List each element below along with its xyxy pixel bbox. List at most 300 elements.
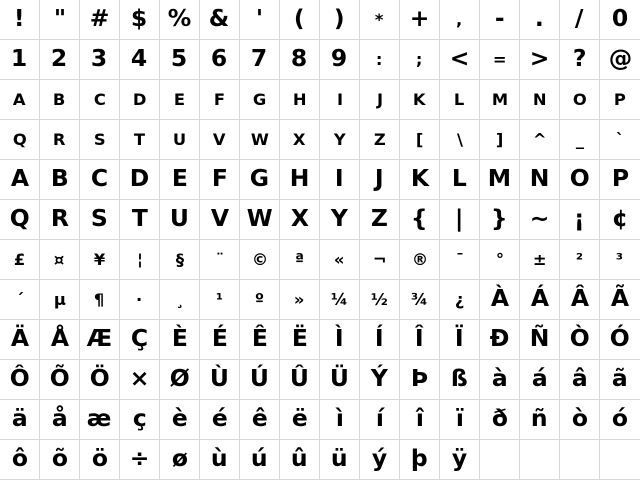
glyph-character: û bbox=[291, 446, 308, 472]
glyph-character: ¼ bbox=[331, 289, 348, 309]
glyph-cell[interactable] bbox=[240, 0, 280, 40]
glyph-cell[interactable] bbox=[400, 360, 440, 400]
glyph-cell[interactable] bbox=[120, 40, 160, 80]
glyph-cell[interactable] bbox=[360, 160, 400, 200]
glyph-cell[interactable] bbox=[0, 80, 40, 120]
glyph-character: Q bbox=[9, 206, 30, 232]
glyph-cell[interactable] bbox=[520, 120, 560, 160]
glyph-character: : bbox=[376, 49, 383, 69]
glyph-character: ò bbox=[571, 406, 588, 432]
glyph-character: J bbox=[376, 89, 383, 109]
glyph-cell[interactable] bbox=[320, 80, 360, 120]
glyph-cell[interactable] bbox=[120, 320, 160, 360]
glyph-character: X bbox=[290, 206, 309, 232]
glyph-character: U bbox=[172, 129, 187, 149]
glyph-cell[interactable] bbox=[200, 120, 240, 160]
glyph-character: W bbox=[250, 129, 269, 149]
glyph-character: 1 bbox=[11, 46, 28, 72]
glyph-cell[interactable] bbox=[440, 80, 480, 120]
glyph-cell[interactable] bbox=[320, 360, 360, 400]
glyph-cell[interactable] bbox=[400, 120, 440, 160]
glyph-character: { bbox=[411, 206, 428, 232]
glyph-cell[interactable] bbox=[520, 440, 560, 480]
glyph-character: * bbox=[375, 9, 384, 29]
glyph-cell[interactable] bbox=[0, 280, 40, 320]
glyph-character: ú bbox=[251, 446, 268, 472]
glyph-character: R bbox=[53, 129, 66, 149]
glyph-cell[interactable] bbox=[320, 160, 360, 200]
glyph-cell[interactable] bbox=[520, 40, 560, 80]
glyph-cell[interactable] bbox=[280, 160, 320, 200]
glyph-character: ß bbox=[451, 366, 468, 392]
glyph-cell[interactable] bbox=[240, 440, 280, 480]
glyph-character: W bbox=[246, 206, 273, 232]
glyph-cell[interactable] bbox=[320, 320, 360, 360]
glyph-cell[interactable] bbox=[480, 280, 520, 320]
glyph-cell[interactable] bbox=[0, 0, 40, 40]
glyph-cell[interactable] bbox=[160, 40, 200, 80]
glyph-character: à bbox=[491, 366, 508, 392]
glyph-cell[interactable] bbox=[200, 320, 240, 360]
glyph-cell[interactable] bbox=[0, 40, 40, 80]
glyph-character: Û bbox=[289, 366, 310, 392]
glyph-cell[interactable] bbox=[0, 320, 40, 360]
glyph-cell[interactable] bbox=[600, 280, 640, 320]
glyph-cell[interactable] bbox=[120, 440, 160, 480]
glyph-character: È bbox=[171, 326, 188, 352]
glyph-character: å bbox=[51, 406, 68, 432]
glyph-character: ° bbox=[495, 249, 504, 269]
glyph-cell[interactable] bbox=[600, 360, 640, 400]
glyph-cell[interactable] bbox=[400, 240, 440, 280]
glyph-character: & bbox=[209, 6, 230, 32]
glyph-character: E bbox=[171, 166, 188, 192]
glyph-cell[interactable] bbox=[200, 80, 240, 120]
glyph-cell[interactable] bbox=[240, 40, 280, 80]
glyph-character: º bbox=[254, 289, 265, 309]
glyph-character: ¶ bbox=[94, 289, 105, 309]
glyph-cell[interactable] bbox=[360, 0, 400, 40]
glyph-character: Ñ bbox=[529, 326, 550, 352]
glyph-cell[interactable] bbox=[360, 120, 400, 160]
glyph-character: T bbox=[131, 206, 148, 232]
glyph-cell[interactable] bbox=[560, 200, 600, 240]
glyph-cell[interactable] bbox=[40, 40, 80, 80]
glyph-character: á bbox=[531, 366, 548, 392]
glyph-cell[interactable] bbox=[440, 40, 480, 80]
glyph-cell[interactable] bbox=[560, 120, 600, 160]
glyph-cell[interactable] bbox=[520, 0, 560, 40]
glyph-character: F bbox=[211, 166, 228, 192]
glyph-character: ý bbox=[371, 446, 388, 472]
glyph-character: ç bbox=[132, 406, 147, 432]
glyph-cell[interactable] bbox=[40, 80, 80, 120]
glyph-character: 2 bbox=[51, 46, 68, 72]
glyph-character: ô bbox=[11, 446, 28, 472]
glyph-cell[interactable] bbox=[320, 0, 360, 40]
glyph-cell[interactable] bbox=[480, 200, 520, 240]
glyph-cell[interactable] bbox=[240, 360, 280, 400]
glyph-character: © bbox=[251, 249, 268, 269]
glyph-cell[interactable] bbox=[400, 400, 440, 440]
glyph-cell[interactable] bbox=[160, 280, 200, 320]
glyph-character: ê bbox=[251, 406, 268, 432]
glyph-cell[interactable] bbox=[40, 320, 80, 360]
glyph-character: ´ bbox=[15, 289, 24, 309]
glyph-cell[interactable] bbox=[440, 360, 480, 400]
glyph-cell[interactable] bbox=[280, 80, 320, 120]
glyph-character: Ë bbox=[291, 326, 308, 352]
glyph-character: Õ bbox=[49, 366, 70, 392]
glyph-cell[interactable] bbox=[480, 400, 520, 440]
glyph-cell[interactable] bbox=[160, 160, 200, 200]
glyph-character: î bbox=[415, 406, 424, 432]
glyph-cell[interactable] bbox=[160, 400, 200, 440]
glyph-character: N bbox=[532, 89, 547, 109]
glyph-cell[interactable] bbox=[560, 240, 600, 280]
glyph-cell[interactable] bbox=[120, 240, 160, 280]
glyph-cell[interactable] bbox=[240, 280, 280, 320]
glyph-cell[interactable] bbox=[160, 440, 200, 480]
glyph-cell[interactable] bbox=[160, 240, 200, 280]
glyph-cell[interactable] bbox=[0, 160, 40, 200]
glyph-cell[interactable] bbox=[520, 80, 560, 120]
glyph-cell[interactable] bbox=[200, 200, 240, 240]
glyph-cell[interactable] bbox=[400, 0, 440, 40]
glyph-character: ó bbox=[611, 406, 629, 432]
glyph-cell[interactable] bbox=[160, 200, 200, 240]
glyph-character: = bbox=[492, 49, 507, 69]
glyph-character: Â bbox=[570, 286, 589, 312]
glyph-cell[interactable] bbox=[400, 440, 440, 480]
glyph-cell[interactable] bbox=[480, 120, 520, 160]
glyph-cell[interactable] bbox=[520, 400, 560, 440]
glyph-character: U bbox=[169, 206, 190, 232]
glyph-cell[interactable] bbox=[80, 440, 120, 480]
glyph-cell[interactable] bbox=[600, 120, 640, 160]
glyph-character: ù bbox=[211, 446, 228, 472]
glyph-character: ¿ bbox=[454, 289, 465, 309]
glyph-cell[interactable] bbox=[520, 320, 560, 360]
glyph-cell[interactable] bbox=[80, 320, 120, 360]
glyph-cell[interactable] bbox=[240, 120, 280, 160]
glyph-cell[interactable] bbox=[600, 400, 640, 440]
glyph-cell[interactable] bbox=[120, 400, 160, 440]
glyph-character: ª bbox=[294, 249, 305, 269]
glyph-character: ï bbox=[455, 406, 464, 432]
glyph-cell[interactable] bbox=[360, 400, 400, 440]
glyph-cell[interactable] bbox=[400, 160, 440, 200]
glyph-character: H bbox=[289, 166, 310, 192]
glyph-cell[interactable] bbox=[40, 240, 80, 280]
glyph-cell[interactable] bbox=[0, 440, 40, 480]
glyph-character: Ç bbox=[130, 326, 149, 352]
glyph-cell[interactable] bbox=[560, 80, 600, 120]
glyph-cell[interactable] bbox=[40, 200, 80, 240]
glyph-cell[interactable] bbox=[240, 240, 280, 280]
glyph-cell[interactable] bbox=[320, 240, 360, 280]
glyph-cell[interactable] bbox=[280, 0, 320, 40]
glyph-cell[interactable] bbox=[440, 400, 480, 440]
glyph-cell[interactable] bbox=[120, 200, 160, 240]
glyph-cell[interactable] bbox=[360, 280, 400, 320]
glyph-character: K bbox=[410, 166, 429, 192]
glyph-cell[interactable] bbox=[160, 0, 200, 40]
glyph-cell[interactable] bbox=[400, 320, 440, 360]
glyph-character: ÿ bbox=[451, 446, 468, 472]
glyph-cell[interactable] bbox=[440, 160, 480, 200]
glyph-character: À bbox=[490, 286, 509, 312]
glyph-cell[interactable] bbox=[600, 320, 640, 360]
glyph-cell[interactable] bbox=[120, 280, 160, 320]
glyph-cell[interactable] bbox=[440, 200, 480, 240]
glyph-cell[interactable] bbox=[480, 160, 520, 200]
glyph-cell[interactable] bbox=[80, 80, 120, 120]
glyph-cell[interactable] bbox=[80, 240, 120, 280]
glyph-cell[interactable] bbox=[400, 280, 440, 320]
glyph-character: 8 bbox=[291, 46, 308, 72]
glyph-character: ö bbox=[91, 446, 108, 472]
glyph-cell[interactable] bbox=[600, 40, 640, 80]
glyph-cell[interactable] bbox=[240, 160, 280, 200]
glyph-cell[interactable] bbox=[240, 320, 280, 360]
glyph-character: % bbox=[167, 6, 192, 32]
glyph-cell[interactable] bbox=[200, 440, 240, 480]
glyph-cell[interactable] bbox=[80, 200, 120, 240]
glyph-character: R bbox=[50, 206, 69, 232]
glyph-cell[interactable] bbox=[80, 0, 120, 40]
glyph-character: ^ bbox=[532, 129, 547, 149]
glyph-character: Ù bbox=[209, 366, 230, 392]
glyph-cell[interactable] bbox=[80, 360, 120, 400]
glyph-cell[interactable] bbox=[600, 200, 640, 240]
glyph-character: µ bbox=[53, 289, 66, 309]
glyph-cell[interactable] bbox=[0, 200, 40, 240]
glyph-character: S bbox=[91, 206, 108, 232]
glyph-character: Ý bbox=[371, 366, 388, 392]
glyph-cell[interactable] bbox=[240, 80, 280, 120]
glyph-cell[interactable] bbox=[480, 240, 520, 280]
glyph-cell[interactable] bbox=[160, 120, 200, 160]
glyph-character: Ö bbox=[89, 366, 110, 392]
glyph-character: Z bbox=[370, 206, 389, 232]
glyph-character: ± bbox=[532, 249, 547, 269]
glyph-cell[interactable] bbox=[520, 200, 560, 240]
glyph-character: \ bbox=[456, 129, 463, 149]
glyph-character: í bbox=[375, 406, 384, 432]
glyph-cell[interactable] bbox=[120, 0, 160, 40]
glyph-cell[interactable] bbox=[40, 0, 80, 40]
glyph-cell[interactable] bbox=[0, 240, 40, 280]
glyph-cell[interactable] bbox=[200, 360, 240, 400]
glyph-cell[interactable] bbox=[480, 80, 520, 120]
glyph-character: ¬ bbox=[372, 249, 387, 269]
glyph-cell[interactable] bbox=[200, 280, 240, 320]
glyph-cell[interactable] bbox=[320, 440, 360, 480]
glyph-cell[interactable] bbox=[360, 320, 400, 360]
glyph-cell[interactable] bbox=[160, 360, 200, 400]
glyph-cell[interactable] bbox=[440, 0, 480, 40]
glyph-character: F bbox=[213, 89, 226, 109]
glyph-character: ² bbox=[575, 249, 584, 269]
glyph-character: 3 bbox=[91, 46, 108, 72]
glyph-cell[interactable] bbox=[360, 200, 400, 240]
glyph-cell[interactable] bbox=[280, 200, 320, 240]
glyph-cell[interactable] bbox=[480, 320, 520, 360]
glyph-cell[interactable] bbox=[400, 200, 440, 240]
glyph-cell[interactable] bbox=[560, 440, 600, 480]
glyph-cell[interactable] bbox=[320, 280, 360, 320]
glyph-character: T bbox=[133, 129, 146, 149]
glyph-character: # bbox=[89, 6, 110, 32]
glyph-cell[interactable] bbox=[360, 40, 400, 80]
glyph-cell[interactable] bbox=[0, 120, 40, 160]
glyph-cell[interactable] bbox=[560, 320, 600, 360]
glyph-cell[interactable] bbox=[160, 320, 200, 360]
glyph-cell[interactable] bbox=[600, 160, 640, 200]
glyph-cell[interactable] bbox=[360, 80, 400, 120]
glyph-cell[interactable] bbox=[400, 40, 440, 80]
glyph-cell[interactable] bbox=[240, 400, 280, 440]
glyph-cell[interactable] bbox=[80, 40, 120, 80]
glyph-cell[interactable] bbox=[440, 320, 480, 360]
glyph-cell[interactable] bbox=[560, 400, 600, 440]
glyph-cell[interactable] bbox=[280, 320, 320, 360]
glyph-character: 9 bbox=[331, 46, 348, 72]
glyph-cell[interactable] bbox=[120, 360, 160, 400]
glyph-character: Ø bbox=[169, 366, 190, 392]
glyph-character: J bbox=[375, 166, 384, 192]
glyph-cell[interactable] bbox=[120, 80, 160, 120]
glyph-cell[interactable] bbox=[320, 400, 360, 440]
glyph-character: } bbox=[491, 206, 508, 232]
glyph-character: ã bbox=[612, 366, 628, 392]
glyph-cell[interactable] bbox=[120, 120, 160, 160]
glyph-cell[interactable] bbox=[560, 0, 600, 40]
glyph-cell[interactable] bbox=[360, 360, 400, 400]
glyph-character: ¥ bbox=[93, 249, 106, 269]
glyph-cell[interactable] bbox=[480, 440, 520, 480]
glyph-cell[interactable] bbox=[560, 40, 600, 80]
glyph-cell[interactable] bbox=[280, 400, 320, 440]
glyph-cell[interactable] bbox=[480, 40, 520, 80]
glyph-cell[interactable] bbox=[40, 160, 80, 200]
glyph-cell[interactable] bbox=[200, 40, 240, 80]
glyph-cell[interactable] bbox=[440, 120, 480, 160]
glyph-character: é bbox=[211, 406, 228, 432]
glyph-character: . bbox=[535, 6, 544, 32]
glyph-cell[interactable] bbox=[600, 240, 640, 280]
glyph-character: ? bbox=[572, 46, 587, 72]
glyph-character: 5 bbox=[171, 46, 188, 72]
glyph-cell[interactable] bbox=[200, 240, 240, 280]
glyph-cell[interactable] bbox=[200, 0, 240, 40]
glyph-cell[interactable] bbox=[80, 280, 120, 320]
glyph-character: Æ bbox=[86, 326, 113, 352]
glyph-cell[interactable] bbox=[40, 280, 80, 320]
glyph-cell[interactable] bbox=[320, 40, 360, 80]
glyph-character: O bbox=[572, 89, 587, 109]
glyph-character: Z bbox=[373, 129, 386, 149]
glyph-cell[interactable] bbox=[400, 80, 440, 120]
glyph-character: ä bbox=[11, 406, 28, 432]
glyph-cell[interactable] bbox=[280, 440, 320, 480]
glyph-character: ! bbox=[14, 6, 25, 32]
glyph-cell[interactable] bbox=[560, 280, 600, 320]
glyph-character: ¸ bbox=[175, 289, 184, 309]
glyph-cell[interactable] bbox=[440, 280, 480, 320]
glyph-character: Ð bbox=[489, 326, 510, 352]
glyph-character: ' bbox=[255, 6, 264, 32]
glyph-cell[interactable] bbox=[80, 120, 120, 160]
glyph-cell[interactable] bbox=[600, 80, 640, 120]
glyph-character: L bbox=[452, 166, 467, 192]
glyph-cell[interactable] bbox=[80, 400, 120, 440]
glyph-cell[interactable] bbox=[600, 0, 640, 40]
glyph-character: C bbox=[90, 166, 109, 192]
glyph-cell[interactable] bbox=[40, 360, 80, 400]
glyph-character: > bbox=[529, 46, 550, 72]
glyph-cell[interactable] bbox=[320, 120, 360, 160]
glyph-character: Ä bbox=[10, 326, 29, 352]
glyph-cell[interactable] bbox=[440, 240, 480, 280]
glyph-cell[interactable] bbox=[280, 40, 320, 80]
glyph-cell[interactable] bbox=[520, 360, 560, 400]
glyph-character: P bbox=[614, 89, 626, 109]
glyph-cell[interactable] bbox=[480, 0, 520, 40]
glyph-character: $ bbox=[131, 6, 148, 32]
glyph-character: M bbox=[487, 166, 512, 192]
glyph-character: Î bbox=[415, 326, 424, 352]
glyph-cell[interactable] bbox=[560, 360, 600, 400]
glyph-character: K bbox=[413, 89, 426, 109]
glyph-cell[interactable] bbox=[280, 280, 320, 320]
glyph-cell[interactable] bbox=[160, 80, 200, 120]
glyph-cell[interactable] bbox=[40, 120, 80, 160]
glyph-character: Å bbox=[50, 326, 69, 352]
glyph-cell[interactable] bbox=[520, 240, 560, 280]
glyph-character: C bbox=[93, 89, 106, 109]
glyph-character: ¨ bbox=[215, 249, 224, 269]
glyph-cell[interactable] bbox=[280, 120, 320, 160]
glyph-cell[interactable] bbox=[440, 440, 480, 480]
glyph-cell[interactable] bbox=[520, 280, 560, 320]
glyph-cell[interactable] bbox=[120, 160, 160, 200]
glyph-cell[interactable] bbox=[280, 240, 320, 280]
glyph-cell[interactable] bbox=[200, 400, 240, 440]
glyph-character: V bbox=[213, 129, 226, 149]
glyph-cell[interactable] bbox=[600, 440, 640, 480]
glyph-cell[interactable] bbox=[40, 400, 80, 440]
glyph-cell[interactable] bbox=[360, 440, 400, 480]
glyph-cell[interactable] bbox=[0, 360, 40, 400]
glyph-cell[interactable] bbox=[0, 400, 40, 440]
glyph-cell[interactable] bbox=[200, 160, 240, 200]
glyph-cell[interactable] bbox=[40, 440, 80, 480]
glyph-cell[interactable] bbox=[280, 360, 320, 400]
glyph-cell[interactable] bbox=[240, 200, 280, 240]
glyph-cell[interactable] bbox=[360, 240, 400, 280]
glyph-character: Ü bbox=[329, 366, 350, 392]
glyph-cell[interactable] bbox=[80, 160, 120, 200]
glyph-character: ³ bbox=[616, 249, 624, 269]
glyph-cell[interactable] bbox=[320, 200, 360, 240]
glyph-cell[interactable] bbox=[480, 360, 520, 400]
glyph-cell[interactable] bbox=[520, 160, 560, 200]
glyph-character: N bbox=[529, 166, 550, 192]
glyph-cell[interactable] bbox=[560, 160, 600, 200]
glyph-character: V bbox=[210, 206, 229, 232]
